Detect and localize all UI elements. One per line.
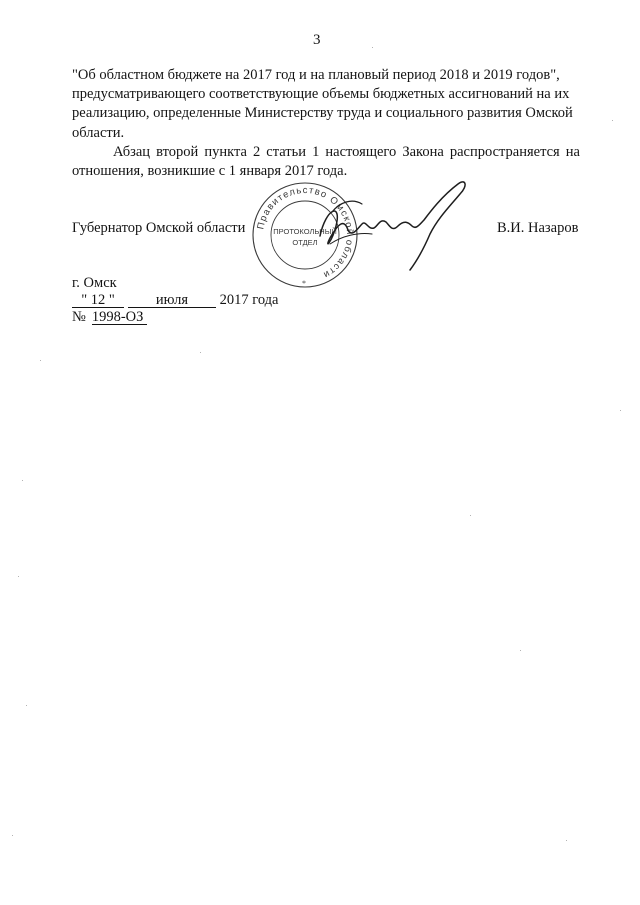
svg-text:*: *	[302, 279, 306, 288]
date-line	[72, 292, 278, 309]
number-line	[72, 309, 278, 326]
page-number: 3	[313, 32, 321, 48]
signatory-name: В.И. Назаров	[497, 220, 579, 236]
city-line: г. Омск	[72, 275, 117, 291]
body-text	[72, 66, 580, 181]
paragraph-continued: "Об областном бюджете на 2017 год и на плановый период 2018 и 2019 годов", предусматривающего соответствующие объемы бюджетных ассигнований на их реализацию, определенные Министерству труда и социального развития Омской области.	[72, 67, 573, 141]
number-prefix: №	[72, 309, 86, 325]
stamp-center-line1: ПРОТОКОЛЬНЫЙ	[273, 227, 337, 236]
signatory-title: Губернатор Омской области	[72, 220, 246, 236]
document-meta	[72, 275, 278, 326]
paragraph-abzac: Абзац второй пункта 2 статьи 1 настоящего Закона распространяется на отношения, возникшие с 1 января 2017 года.	[72, 143, 580, 180]
stamp-center-line2: ОТДЕЛ	[292, 238, 318, 247]
law-number: 1998-ОЗ	[92, 310, 147, 325]
date-year: 2017 года	[219, 292, 279, 308]
stamp-ring-text: Правительство Омской области	[255, 184, 356, 281]
handwritten-signature	[312, 178, 482, 278]
date-day: " 12 "	[72, 293, 124, 308]
date-month: июля	[128, 293, 216, 308]
